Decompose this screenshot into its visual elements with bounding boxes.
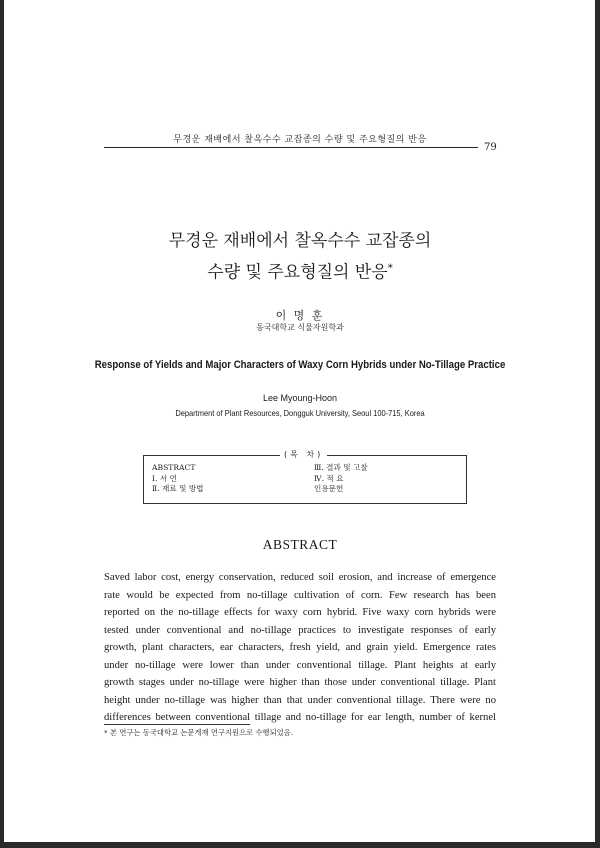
toc-item: ABSTRACT <box>152 463 196 472</box>
abstract-line: growth stages under no-tillage were higher than those under conventional tillage. Plant <box>104 677 496 688</box>
abstract-body <box>104 569 496 727</box>
title-footnote-marker: * <box>387 263 393 274</box>
scan-border-left <box>0 0 4 848</box>
english-affiliation: Department of Plant Resources, Dongguk University, Seoul 100-715, Korea <box>175 408 425 418</box>
running-head: 무경운 재배에서 찰옥수수 교잡종의 수량 및 주요형질의 반응 <box>173 135 427 145</box>
abstract-line: height under no-tillage was higher than that under conventional tillage. There were no <box>104 694 496 706</box>
scan-border-right <box>595 0 600 848</box>
footnote: * 본 연구는 동국대학교 논문게재 연구지원으로 수행되었음. <box>104 728 294 737</box>
abstract-line: tested under conventional and no-tillage practices to investigate responses of early <box>104 624 496 636</box>
english-title: Response of Yields and Major Characters of Waxy Corn Hybrids under No-Tillage Practice <box>94 359 506 371</box>
toc-right-column <box>314 463 368 495</box>
english-author: Lee Myoung-Hoon <box>262 393 338 403</box>
page-number: 79 <box>484 142 497 153</box>
footnote-rule <box>104 724 250 725</box>
korean-title-line-1: 무경운 재배에서 찰옥수수 교잡종의 <box>168 231 432 251</box>
toc-item: Ⅳ. 적 요 <box>314 473 344 483</box>
toc-item: Ⅱ. 재료 및 방법 <box>152 484 204 493</box>
korean-title-line-2 <box>0 255 600 287</box>
toc-item: 인용문헌 <box>314 484 344 493</box>
toc-label: (목 차) <box>280 449 327 460</box>
abstract-line: rate would be expected from no-tillage cultivation of corn. Few research has been <box>104 589 496 601</box>
abstract-line: under no-tillage were lower than under conventional tillage. Plant heights at early <box>104 659 496 671</box>
abstract-line: growth, plant characters, ear characters, fresh yield, and grain yield. Emergence rates <box>104 642 496 653</box>
korean-title <box>0 228 600 287</box>
toc-item: Ⅲ. 결과 및 고찰 <box>314 463 368 472</box>
abstract-line: differences between conventional tillage and no-tillage for ear length, number of kernel <box>104 712 496 723</box>
abstract-line: Saved labor cost, energy conservation, reduced soil erosion, and increase of emergence <box>104 572 496 583</box>
header-rule <box>104 147 478 148</box>
abstract-heading: ABSTRACT <box>262 537 338 552</box>
korean-affiliation: 동국대학교 식물자원학과 <box>256 323 344 332</box>
toc-left-column <box>152 463 204 495</box>
korean-title-line-2-text: 수량 및 주요형질의 반응 <box>207 262 388 283</box>
scan-border-bottom <box>0 842 600 848</box>
abstract-line: reported on the no-tillage effects for waxy corn hybrid. Five waxy corn hybrids were <box>104 607 496 618</box>
toc-item: Ⅰ. 서 언 <box>152 473 177 483</box>
korean-author: 이 명 훈 <box>275 309 325 322</box>
